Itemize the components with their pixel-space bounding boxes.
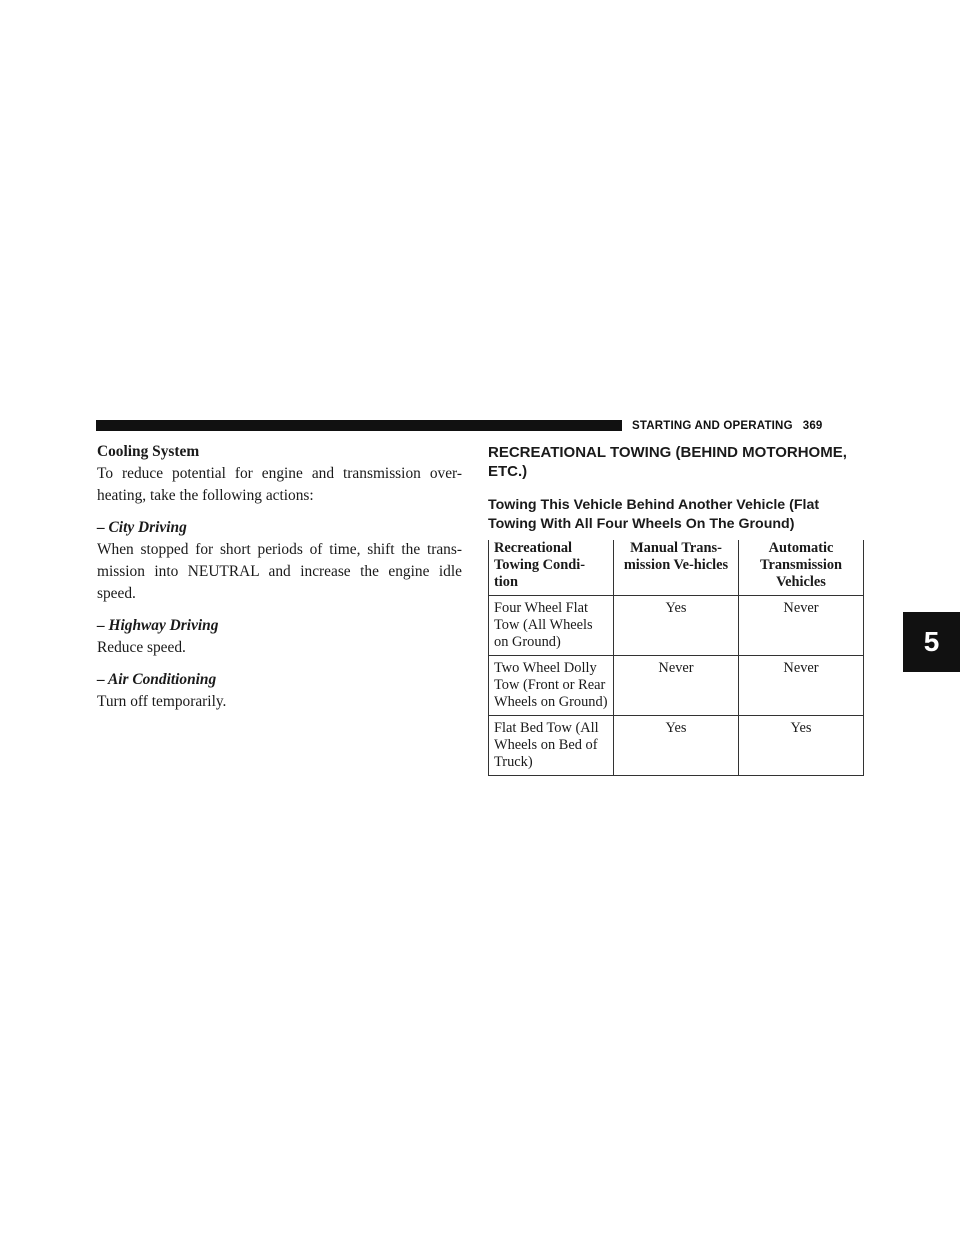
towing-subheading-line2: Towing With All Four Wheels On The Ground) (488, 516, 795, 532)
cooling-system-heading: Cooling System (97, 443, 200, 460)
air-conditioning-text: Turn off temporarily. (97, 693, 227, 710)
recreational-towing-heading: RECREATIONAL TOWING (BEHIND MOTORHOME, ETC.) (488, 444, 847, 480)
chapter-tab: 5 (903, 612, 960, 672)
highway-driving-text: Reduce speed. (97, 639, 186, 656)
air-conditioning-title: – Air Conditioning (97, 671, 217, 688)
row-automatic-value: Yes (739, 716, 864, 776)
page-number: 369 (802, 420, 823, 432)
header-manual-transmission: Manual Trans-mission Ve-hicles (614, 540, 739, 596)
highway-driving-title: – Highway Driving (97, 617, 219, 634)
header-automatic-transmission: Automatic Transmission Vehicles (739, 540, 864, 596)
row-manual-value: Yes (614, 596, 739, 656)
header-rule (96, 420, 622, 431)
table-row (489, 596, 864, 656)
header-towing-condition: Recreational Towing Condi-tion (489, 540, 614, 596)
city-driving-text: When stopped for short periods of time, shift the trans-mission into NEUTRAL and increase the engine idle speed. (97, 541, 462, 602)
row-manual-value: Yes (614, 716, 739, 776)
row-condition: Two Wheel Dolly Tow (Front or Rear Wheels on Ground) (489, 656, 614, 716)
row-automatic-value: Never (739, 656, 864, 716)
table-row (489, 656, 864, 716)
running-header (632, 418, 823, 434)
row-condition: Flat Bed Tow (All Wheels on Bed of Truck) (489, 716, 614, 776)
towing-subheading (488, 496, 868, 534)
towing-subheading-line1: Towing This Vehicle Behind Another Vehicle (Flat (488, 497, 820, 513)
towing-table (488, 540, 864, 776)
right-column (488, 443, 868, 776)
row-condition: Four Wheel Flat Tow (All Wheels on Ground) (489, 596, 614, 656)
left-column (97, 441, 462, 713)
table-row (489, 716, 864, 776)
cooling-system-intro: To reduce potential for engine and transmission over-heating, take the following actions: (97, 465, 462, 504)
section-title: STARTING AND OPERATING (632, 420, 793, 432)
city-driving-title: – City Driving (97, 519, 187, 536)
row-automatic-value: Never (739, 596, 864, 656)
table-header-row (489, 540, 864, 596)
row-manual-value: Never (614, 656, 739, 716)
